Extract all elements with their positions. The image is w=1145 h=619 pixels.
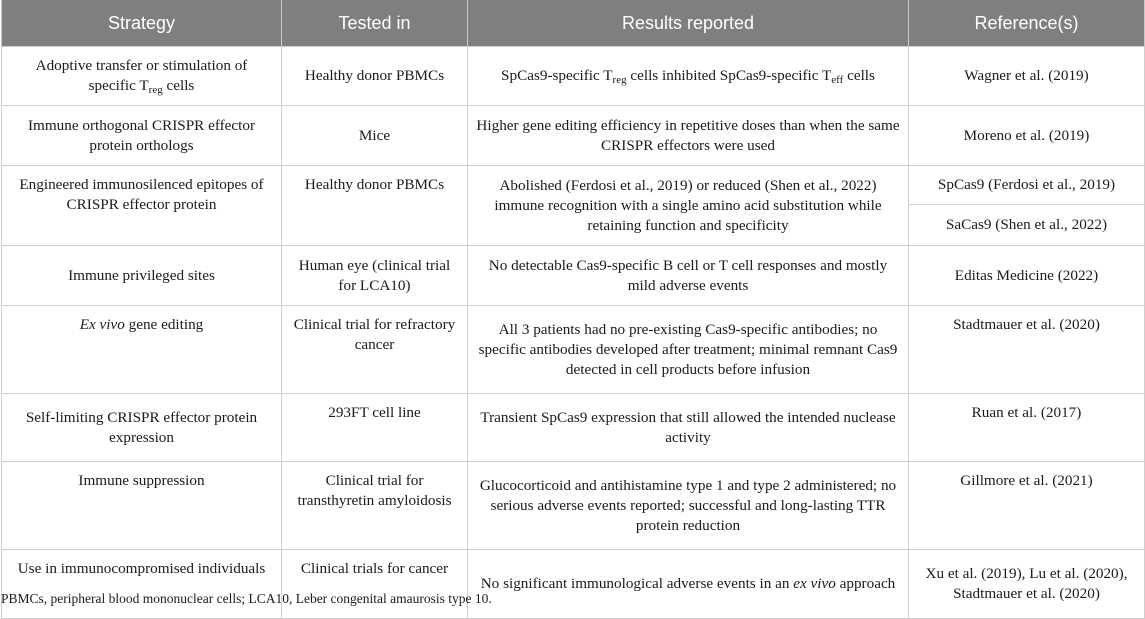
table-footnote: PBMCs, peripheral blood mononuclear cells; LCA10, Leber congenital amaurosis type 10. [1,591,492,606]
tested-cell: Healthy donor PBMCs [282,166,468,246]
results-text: cells inhibited SpCas9-specific T [626,67,832,84]
table-row [2,306,1145,394]
results-cell: Transient SpCas9 expression that still allowed the intended nuclease activity [468,394,909,462]
strategy-cell [2,47,282,106]
tested-cell: Clinical trial for refractory cancer [282,306,468,394]
table-row [2,550,1145,619]
results-cell [468,550,909,619]
table-row [2,462,1145,550]
strategy-text: specific T [88,77,149,94]
table-row [2,47,1145,106]
reference-cell: Moreno et al. (2019) [909,106,1145,166]
tested-cell: Mice [282,106,468,166]
strategy-cell: Immune suppression [2,462,282,550]
strategy-text: gene editing [124,316,204,333]
subscript: eff [831,74,844,86]
header-results: Results reported [468,0,909,47]
header-row [2,0,1145,47]
results-text: cells [843,67,875,84]
table-row [2,246,1145,306]
strategy-cell: Engineered immunosilenced epitopes of CRISPR effector protein [2,166,282,246]
reference-cell: SaCas9 (Shen et al., 2022) [909,205,1145,246]
strategy-cell: Immune orthogonal CRISPR effector protein orthologs [2,106,282,166]
strategy-text: Adoptive transfer or stimulation of [35,57,248,74]
tested-cell: 293FT cell line [282,394,468,462]
results-text: SpCas9-specific T [501,67,613,84]
header-strategy: Strategy [2,0,282,47]
results-text: No significant immunological adverse events in an [480,575,794,592]
reference-cell: Xu et al. (2019), Lu et al. (2020), Stadtmauer et al. (2020) [909,550,1145,619]
table-row [2,166,1145,205]
strategy-cell [2,306,282,394]
table-row [2,106,1145,166]
results-cell [468,47,909,106]
strategy-text: cells [162,77,195,94]
reference-cell: Editas Medicine (2022) [909,246,1145,306]
tested-cell: Human eye (clinical trial for LCA10) [282,246,468,306]
tested-cell: Clinical trial for transthyretin amyloidosis [282,462,468,550]
strategy-cell: Self-limiting CRISPR effector protein expression [2,394,282,462]
strategies-table [1,0,1145,619]
results-cell: Higher gene editing efficiency in repetitive doses than when the same CRISPR effectors were used [468,106,909,166]
subscript: reg [148,84,163,96]
results-cell: No detectable Cas9-specific B cell or T cell responses and mostly mild adverse events [468,246,909,306]
results-cell: All 3 patients had no pre-existing Cas9-specific antibodies; no specific antibodies developed after treatment; minimal remnant Cas9 detected in cell products before infusion [468,306,909,394]
header-tested-in: Tested in [282,0,468,47]
tested-cell: Clinical trials for cancer [282,550,468,619]
strategy-cell: Immune privileged sites [2,246,282,306]
strategy-italic: Ex vivo [79,316,125,333]
reference-cell: Wagner et al. (2019) [909,47,1145,106]
results-cell: Glucocorticoid and antihistamine type 1 and type 2 administered; no serious adverse events reported; successful and long-lasting TTR protein reduction [468,462,909,550]
reference-cell: Stadtmauer et al. (2020) [909,306,1145,394]
table-row [2,394,1145,462]
results-cell: Abolished (Ferdosi et al., 2019) or reduced (Shen et al., 2022) immune recognition with a single amino acid substitution while retaining function and specificity [468,166,909,246]
subscript: reg [612,74,627,86]
tested-cell: Healthy donor PBMCs [282,47,468,106]
strategy-cell: Use in immunocompromised individuals [2,550,282,619]
reference-cell: SpCas9 (Ferdosi et al., 2019) [909,166,1145,205]
reference-cell: Gillmore et al. (2021) [909,462,1145,550]
results-text: approach [835,575,896,592]
header-references: Reference(s) [909,0,1145,47]
results-italic: ex vivo [793,575,836,592]
reference-cell: Ruan et al. (2017) [909,394,1145,462]
